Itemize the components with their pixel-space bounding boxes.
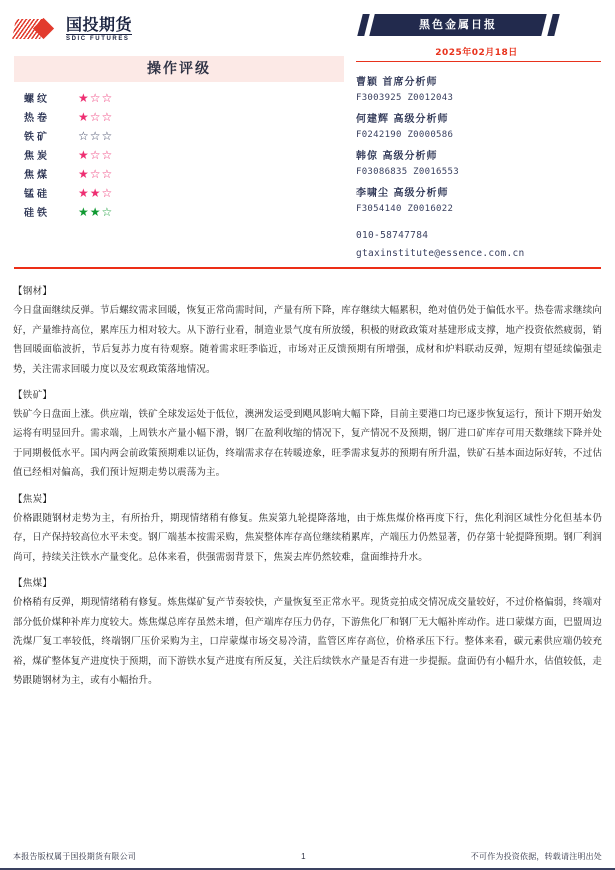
banner-right-tick-icon [547, 14, 559, 36]
company-logo [14, 14, 344, 44]
rating-row [14, 183, 344, 202]
rating-row [14, 164, 344, 183]
footer-copyright: 本报告版权属于国投期货有限公司 [13, 851, 136, 861]
rating-stars [78, 92, 113, 104]
page-footer [0, 844, 615, 870]
contact-email[interactable]: gtaxinstitute@essence.com.cn [356, 248, 525, 260]
star-filled-icon: ★ [78, 166, 90, 181]
star-empty-icon: ☆ [101, 109, 114, 124]
rating-stars [78, 206, 113, 218]
star-empty-icon: ☆ [101, 147, 114, 162]
star-empty-icon: ☆ [101, 185, 114, 200]
star-empty-icon: ☆ [89, 166, 102, 181]
analyst-license-code: F0242190 Z0000586 [356, 130, 454, 140]
analyst-name: 何建辉 高级分析师 [356, 114, 449, 125]
star-empty-icon: ☆ [89, 147, 102, 162]
contact-block [356, 227, 601, 263]
section-text: 今日盘面继续反弹。节后螺纹需求回暖，恢复正常尚需时间，产量有所下降，库存继续大幅累积，绝对值仍处于偏低水平。热卷需求继续向好，产量维持高位，累库压力相对较大。从下游行业看，制造业景气度有所放缓，积极的财政政策对基建形成支撑，地产投资依然疲弱，销售回暖面临波折，节后复苏力度有待观察。随着需求旺季临近，市场对正反馈预期有所增强，成材和炉料联动反弹，短期有望延续偏强走势，关注需求回暖力度以及宏观政策落地情况。 [13, 305, 602, 375]
star-filled-icon: ★ [89, 185, 102, 200]
star-filled-icon: ★ [78, 204, 90, 219]
sections-list [13, 283, 602, 691]
logo-text [66, 14, 133, 42]
report-section [13, 283, 602, 379]
section-text: 价格稍有反弹，期现情绪稍有修复。炼焦煤矿复产节奏较快，产量恢复至正常水平。现货竞拍成交情况成交量较好，不过价格偏弱，终端对部分低价煤种补库力度较大。炼焦煤总库存虽然未增，但产端库存压力仍存，下游焦化厂和钢厂无大幅补库动作。进口蒙煤方面，巴盟周边洗煤厂复工率较低，终端钢厂压价采购为主，口岸蒙煤市场交易冷清，监管区库存高位，价格承压下行。整体来看，碳元素供应端仍较充裕，煤矿整体复产进度快于预期，而下游铁水复产进度有所反复，关注后续铁水产量是否有进一步提振。盘面仍有小幅升水，估值较低，走势跟随钢材为主，或有小幅抬升。 [13, 597, 602, 687]
section-heading: 【钢材】 [13, 286, 53, 298]
analyst-name: 李啸尘 高级分析师 [356, 188, 449, 199]
star-filled-icon: ★ [78, 90, 90, 105]
star-empty-icon: ☆ [89, 90, 102, 105]
logo-name-cn: 国投期货 [66, 14, 133, 34]
star-empty-icon: ☆ [89, 109, 102, 124]
report-section [13, 491, 602, 567]
rating-stars [78, 130, 113, 142]
rating-row [14, 126, 344, 145]
rating-label: 焦煤 [24, 170, 50, 181]
star-empty-icon: ☆ [89, 128, 102, 143]
report-title: 黑色金属日报 [419, 18, 497, 31]
star-filled-icon: ★ [78, 147, 90, 162]
ratings-title-band [14, 56, 344, 82]
report-body [0, 269, 615, 691]
analyst-entry [356, 110, 601, 140]
star-empty-icon: ☆ [78, 128, 90, 143]
rating-stars [78, 168, 113, 180]
rating-stars [78, 149, 113, 161]
analyst-license-code: F3003925 Z0012043 [356, 93, 454, 103]
analyst-license-code: F3054140 Z0016022 [356, 204, 454, 214]
rating-label: 硅铁 [24, 208, 50, 219]
rating-stars [78, 111, 113, 123]
report-date: 2025年02月18日 [356, 45, 601, 62]
analyst-list [356, 73, 601, 214]
rating-label: 铁矿 [24, 132, 50, 143]
star-filled-icon: ★ [78, 109, 90, 124]
analyst-entry [356, 147, 601, 177]
contact-phone: 010-58747784 [356, 230, 429, 241]
star-filled-icon: ★ [78, 185, 90, 200]
ratings-list [14, 88, 344, 221]
section-text: 铁矿今日盘面上涨。供应端，铁矿全球发运处于低位，澳洲发运受到飓风影响大幅下降，目前主要港口均已逐步恢复运行，预计下期开始发运将有明显回升。需求端，上周铁水产量小幅下滑，钢厂在盈利收缩的情况下，复产情况不及预期，钢厂进口矿库存可用天数继续下降并处于同期极低水平。国内两会前政策预期难以证伪，终端需求存在转暖迹象，旺季需求复苏的预期有所升温，铁矿石基本面边际好转，不过估值已经相对偏高，我们预计短期走势以震荡为主。 [13, 408, 602, 479]
footer-page-number: 1 [301, 851, 306, 861]
rating-label: 热卷 [24, 113, 50, 124]
report-section [13, 575, 602, 690]
section-heading: 【铁矿】 [13, 389, 53, 401]
banner-left-tick-icon [357, 14, 369, 36]
star-empty-icon: ☆ [101, 204, 114, 219]
rating-row [14, 88, 344, 107]
analyst-entry [356, 73, 601, 103]
section-heading: 【焦炭】 [13, 493, 53, 505]
section-heading: 【焦煤】 [13, 578, 53, 590]
star-empty-icon: ☆ [101, 128, 114, 143]
analyst-entry [356, 184, 601, 214]
header-left-column [14, 14, 344, 263]
page-header [0, 0, 615, 263]
ratings-title: 操作评级 [147, 61, 211, 77]
header-right-column [344, 14, 601, 263]
footer-disclaimer: 不可作为投资依据，转载请注明出处 [470, 851, 602, 861]
star-filled-icon: ★ [89, 204, 102, 219]
logo-mark-icon [14, 18, 60, 40]
rating-row [14, 202, 344, 221]
rating-stars [78, 187, 113, 199]
rating-row [14, 107, 344, 126]
star-empty-icon: ☆ [101, 166, 114, 181]
report-banner [360, 14, 601, 36]
analyst-name: 韩倞 高级分析师 [356, 151, 438, 162]
logo-name-en: SDIC FUTURES [66, 34, 132, 42]
section-text: 价格跟随钢材走势为主，有所抬升，期现情绪稍有修复。焦炭第九轮提降落地，由于炼焦煤价格再度下行，焦化利润区域性分化但基本仍存，日产保持较高位水平未变。钢厂端基本按需采购，焦炭整体库存高位继续稍累库，产端压力仍然显著，仍存第十轮提降预期。钢厂利润尚可，持续关注铁水产量变化。总体来看，供强需弱背景下，焦炭去库仍然较难，盘面维持升水。 [13, 512, 602, 563]
rating-label: 锰硅 [24, 189, 50, 200]
star-empty-icon: ☆ [101, 90, 114, 105]
report-section [13, 387, 602, 483]
rating-label: 螺纹 [24, 94, 50, 105]
analyst-license-code: F03086835 Z0016553 [356, 167, 459, 177]
analyst-name: 曹颖 首席分析师 [356, 77, 438, 88]
rating-label: 焦炭 [24, 151, 50, 162]
rating-row [14, 145, 344, 164]
